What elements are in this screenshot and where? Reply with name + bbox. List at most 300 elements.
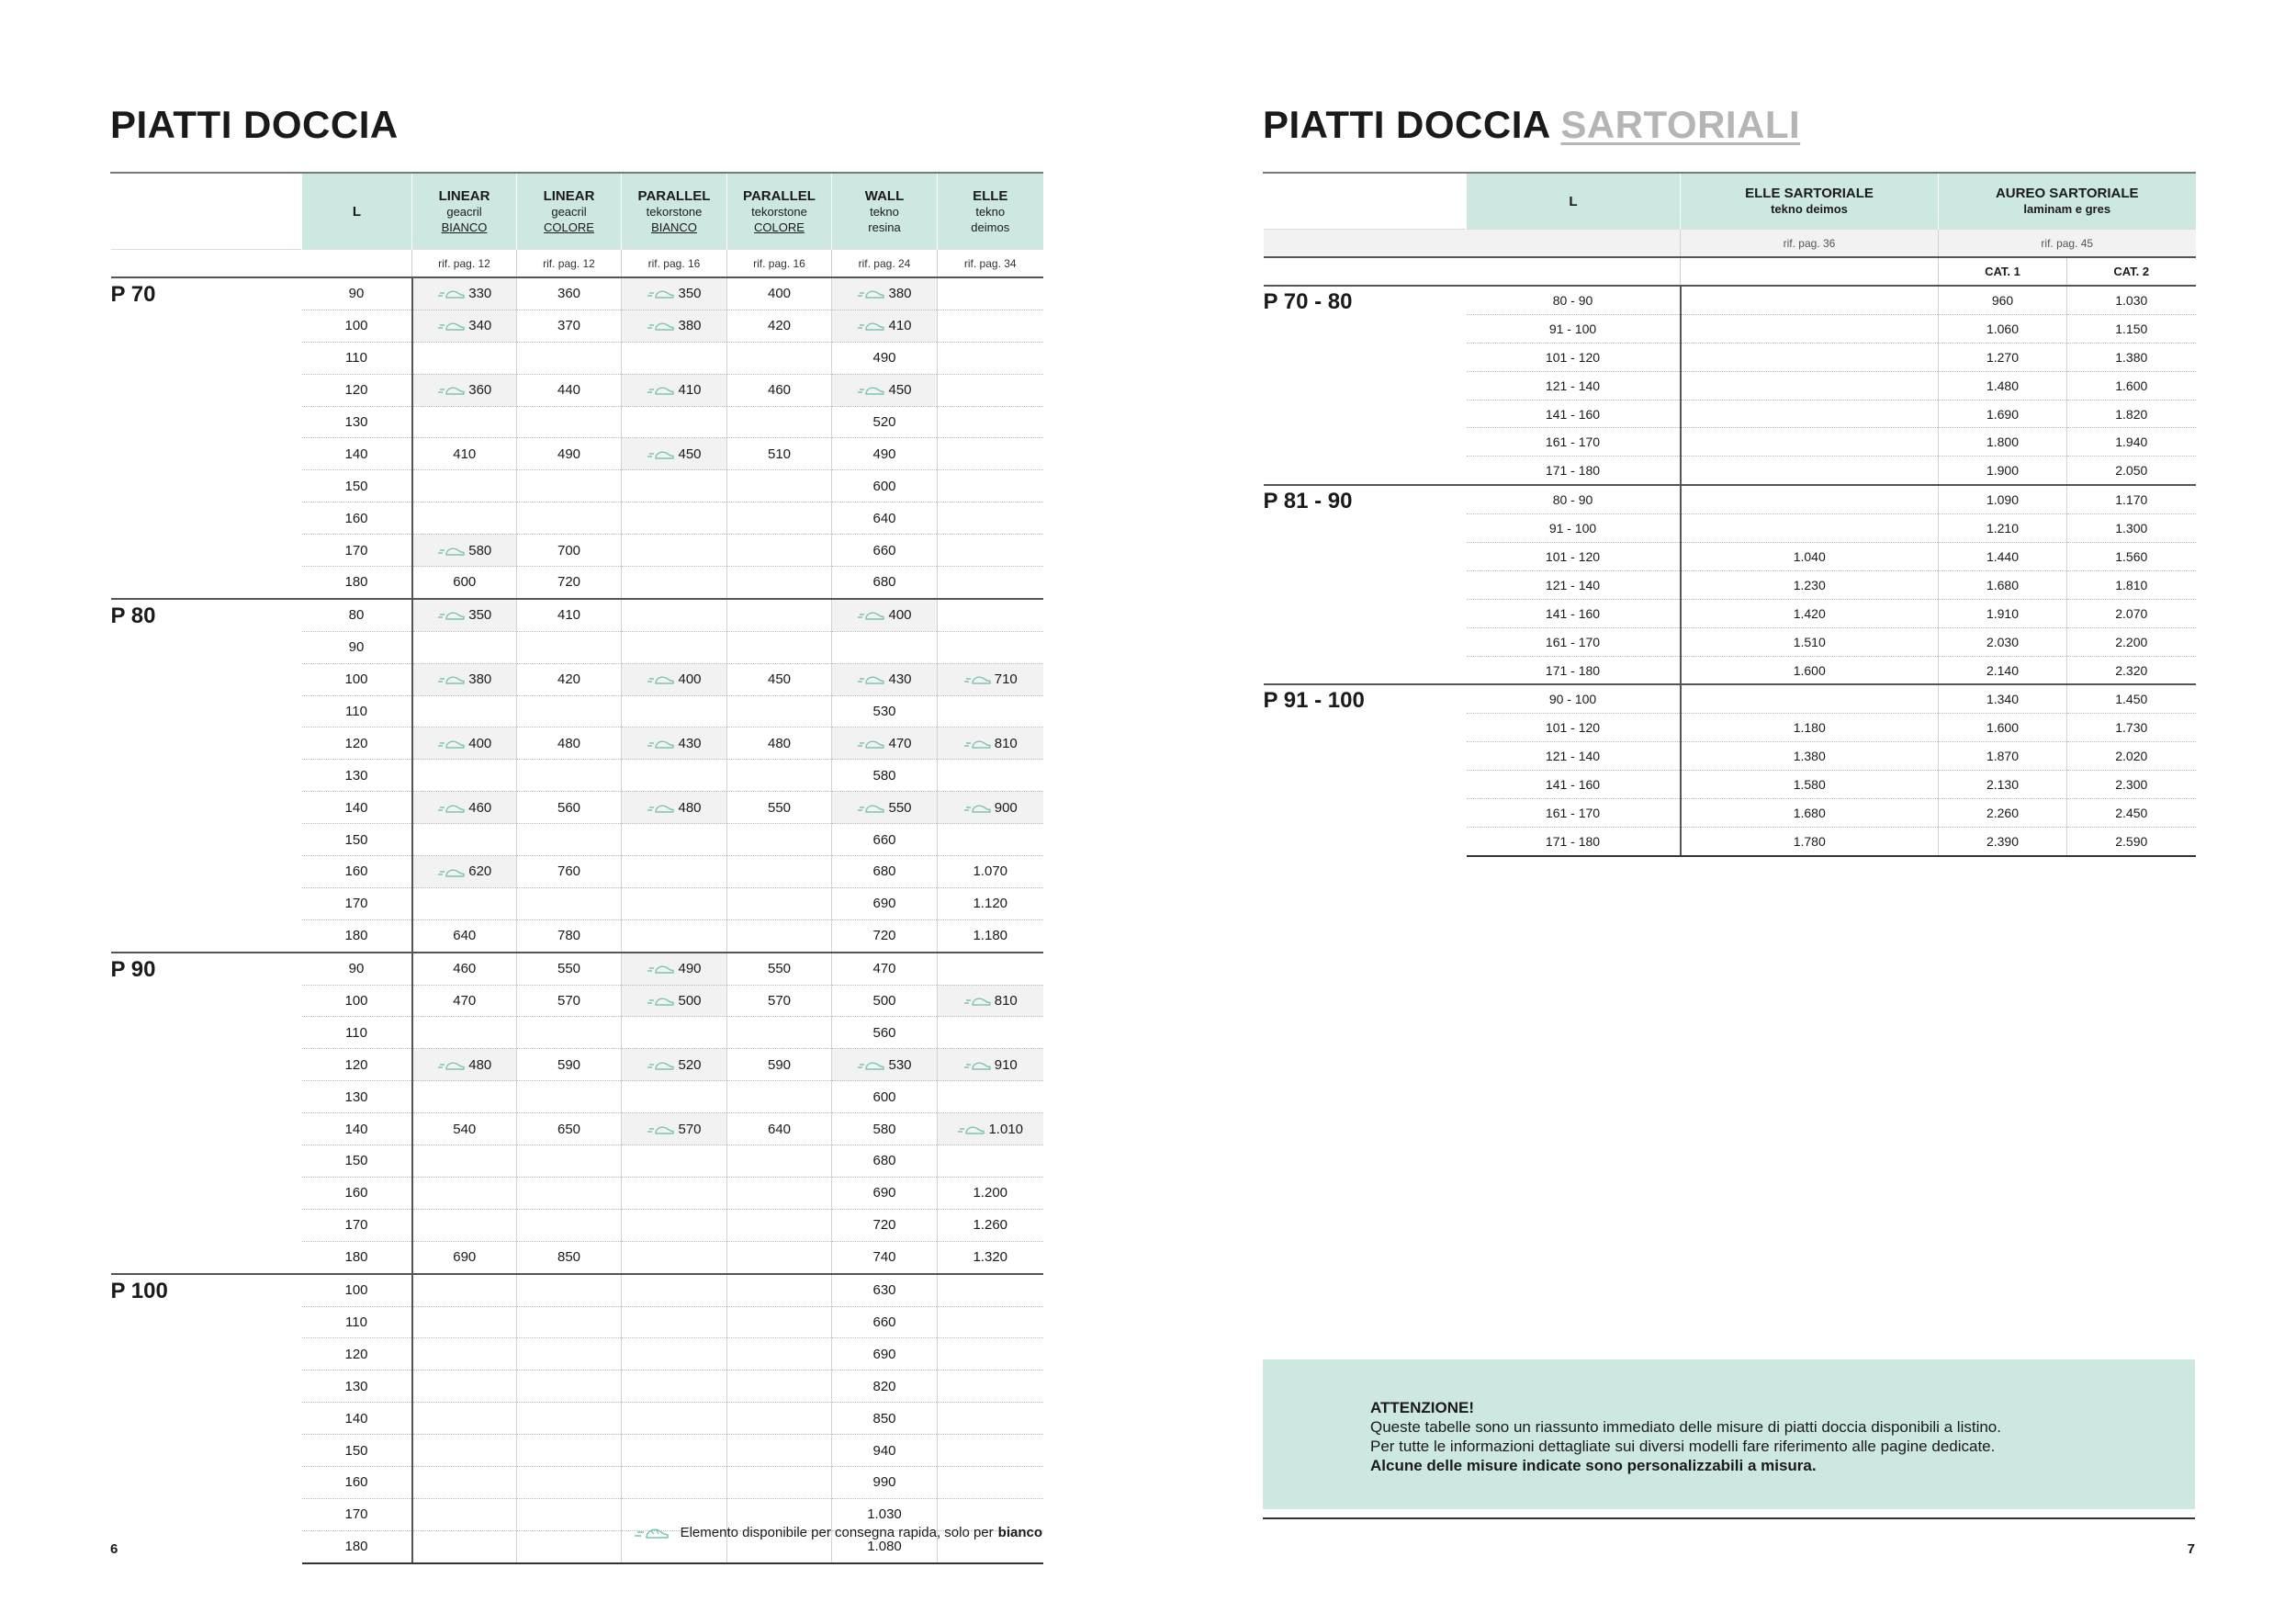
price-cell [412,887,517,919]
price-value: 690 [453,1249,477,1266]
price-cell [517,1274,622,1306]
length-range-cell: 141 - 160 [1467,771,1681,799]
price-value: 640 [872,510,896,526]
price-cell: 1.380 [2067,343,2196,371]
price-cell [412,1081,517,1113]
price-cell [832,856,938,888]
fast-delivery-icon [857,321,884,332]
column-material: geacril [551,204,587,219]
price-cell [938,535,1043,567]
price-cell [412,919,517,952]
price-cell [412,438,517,470]
price-value: 360 [557,286,581,302]
price-value: 1.080 [867,1539,902,1555]
price-cell [727,953,832,985]
price-cell [1681,485,1939,513]
price-cell [727,310,832,342]
column-variant: deimos [971,220,1010,234]
column-header-elle-sartoriale [1681,173,1939,230]
price-cell [727,1403,832,1435]
price-cell: 2.140 [1939,656,2067,684]
price-value: 470 [453,993,477,1009]
length-cell: 90 [302,631,412,663]
price-cell [832,535,938,567]
price-cell [517,1403,622,1435]
price-value: 370 [557,318,581,334]
price-cell [938,1081,1043,1113]
price-cell [517,374,622,406]
price-cell [938,727,1043,760]
price-cell [517,470,622,502]
column-material: tekorstone [751,204,807,219]
price-cell [622,502,727,535]
price-value: 570 [678,1121,702,1137]
fast-delivery-icon [437,867,465,878]
price-cell: 2.590 [2067,827,2196,855]
price-cell [832,1145,938,1178]
price-cell [727,1370,832,1403]
length-cell: 130 [302,1370,412,1403]
price-cell [727,1049,832,1081]
price-cell: 2.200 [2067,627,2196,656]
column-header-elle [938,173,1043,250]
price-cell [517,1530,622,1562]
price-cell [412,727,517,760]
price-cell: 1.600 [2067,371,2196,400]
price-cell: 1.560 [2067,543,2196,571]
price-value: 720 [557,574,581,591]
price-value: 680 [872,574,896,591]
notice-line: Queste tabelle sono un riassunto immediato delle misure di piatti doccia disponibili a listino. [1370,1418,2001,1436]
price-value: 500 [678,993,702,1009]
page-ref: rif. pag. 12 [412,250,517,278]
price-value: 350 [678,286,702,302]
length-cell: 140 [302,1113,412,1145]
price-cell [938,1435,1043,1467]
length-cell: 100 [302,663,412,695]
price-cell: 1.210 [1939,514,2067,543]
price-cell [412,470,517,502]
price-cell [622,824,727,856]
price-cell [1681,343,1939,371]
price-cell [832,824,938,856]
price-cell [727,1113,832,1145]
length-cell: 90 [302,953,412,985]
price-value: 680 [872,863,896,880]
price-value: 1.010 [988,1121,1024,1137]
price-cell [832,1435,938,1467]
price-value: 660 [872,831,896,848]
price-cell [517,1498,622,1530]
price-cell [622,1241,727,1273]
length-range-cell: 161 - 170 [1467,428,1681,457]
price-cell [832,470,938,502]
price-cell [622,1113,727,1145]
length-cell: 120 [302,374,412,406]
fast-delivery-icon [647,803,674,814]
price-value: 690 [872,1185,896,1201]
length-range-cell: 91 - 100 [1467,314,1681,343]
price-cell [727,1209,832,1241]
price-value: 720 [872,1217,896,1234]
fast-delivery-icon [857,803,884,814]
notice-text [1370,1398,2001,1475]
price-cell [727,1081,832,1113]
price-cell [832,792,938,824]
price-cell [727,342,832,374]
price-cell [517,1338,622,1370]
fast-delivery-icon [647,288,674,299]
title-main: PIATTI DOCCIA [1263,103,1550,146]
column-header-parallel-colore [727,173,832,250]
fast-delivery-icon [437,546,465,557]
price-cell [727,1274,832,1306]
price-value: 570 [767,993,792,1009]
table-row [1264,485,2196,513]
length-cell: 170 [302,535,412,567]
price-value: 910 [994,1056,1018,1073]
price-value: 780 [557,928,581,944]
price-value: 350 [468,607,492,624]
price-cell [412,760,517,792]
price-cell [832,1403,938,1435]
fast-delivery-icon [647,449,674,460]
fast-delivery-icon [437,739,465,750]
notice-line: Per tutte le informazioni dettagliate sui diversi modelli fare riferimento alle pagine dedicate. [1370,1438,1996,1455]
notice-box [1263,1359,2195,1509]
price-cell: 1.380 [1681,742,1939,771]
price-cell [727,438,832,470]
price-cell [622,695,727,727]
table-row [111,277,1043,310]
length-cell: 180 [302,567,412,599]
price-cell [832,1306,938,1338]
length-range-cell: 121 - 140 [1467,371,1681,400]
price-cell [832,1177,938,1209]
price-cell [727,985,832,1017]
price-value: 380 [678,318,702,334]
size-group-label: P 81 - 90 [1264,485,1467,684]
price-value: 530 [872,704,896,720]
price-value: 900 [994,799,1018,816]
price-cell [727,406,832,438]
price-value: 400 [767,286,792,302]
price-cell: 1.910 [1939,599,2067,627]
price-value: 630 [872,1282,896,1299]
price-value: 430 [888,671,912,688]
page-number-right: 7 [2187,1541,2195,1557]
ref-spacer [1264,230,1467,258]
price-cell [412,1145,517,1178]
fast-delivery-icon [437,803,465,814]
price-cell [517,1049,622,1081]
price-cell: 2.320 [2067,656,2196,684]
price-cell [832,727,938,760]
column-name: PARALLEL [637,187,711,204]
price-cell: 1.440 [1939,543,2067,571]
price-cell [832,953,938,985]
price-cell [727,1017,832,1049]
price-cell [938,599,1043,631]
price-value: 600 [872,1088,896,1105]
fast-delivery-icon [857,739,884,750]
fast-delivery-icon [647,964,674,975]
price-cell [517,760,622,792]
length-range-cell: 91 - 100 [1467,514,1681,543]
price-value: 940 [872,1442,896,1459]
price-cell [412,502,517,535]
length-cell: 120 [302,1338,412,1370]
price-cell [412,792,517,824]
price-cell [727,277,832,310]
price-cell: 1.900 [1939,457,2067,485]
price-value: 580 [872,1121,896,1137]
price-cell [412,535,517,567]
price-cell [412,695,517,727]
price-cell [517,438,622,470]
price-cell [622,663,727,695]
cat-spacer [1681,257,1939,286]
price-cell: 1.450 [2067,684,2196,713]
length-cell: 160 [302,1177,412,1209]
price-cell [727,567,832,599]
price-cell [517,342,622,374]
price-value: 430 [678,735,702,751]
length-cell: 130 [302,1081,412,1113]
custom-shower-trays-body [1264,286,2196,856]
price-cell [938,953,1043,985]
price-value: 360 [468,382,492,399]
price-cell [938,502,1043,535]
price-cell [727,502,832,535]
price-cell [622,277,727,310]
column-material: geacril [446,204,482,219]
price-value: 420 [767,318,792,334]
price-cell [938,277,1043,310]
header-spacer [1264,173,1467,230]
price-value: 680 [872,1153,896,1169]
price-cell [622,727,727,760]
price-cell [832,985,938,1017]
price-cell: 1.420 [1681,599,1939,627]
price-cell: 2.070 [2067,599,2196,627]
price-cell [622,406,727,438]
price-value: 420 [557,671,581,688]
price-value: 490 [557,445,581,462]
price-cell [938,824,1043,856]
length-range-cell: 171 - 180 [1467,656,1681,684]
price-cell: 1.230 [1681,570,1939,599]
length-cell: 170 [302,887,412,919]
price-cell [517,502,622,535]
price-cell [517,887,622,919]
price-value: 690 [872,1346,896,1362]
price-cell [622,1209,727,1241]
price-cell [938,695,1043,727]
price-cell [938,985,1043,1017]
price-cell [622,631,727,663]
price-value: 490 [678,961,702,977]
price-value: 410 [888,318,912,334]
length-range-cell: 101 - 120 [1467,543,1681,571]
price-cell [832,695,938,727]
price-cell [517,631,622,663]
price-cell [622,374,727,406]
price-value: 460 [767,382,792,399]
table-row [111,599,1043,631]
price-cell [622,792,727,824]
column-header-aureo-sartoriale [1939,173,2196,230]
price-value: 1.200 [973,1185,1008,1201]
length-cell: 120 [302,1049,412,1081]
price-cell: 1.680 [1939,570,2067,599]
length-range-cell: 161 - 170 [1467,627,1681,656]
price-cell [832,599,938,631]
page-ref: rif. pag. 45 [1939,230,2196,258]
price-cell [727,856,832,888]
price-cell [412,1435,517,1467]
price-value: 520 [678,1056,702,1073]
fast-delivery-icon [857,385,884,396]
price-cell [517,567,622,599]
price-cell [622,1081,727,1113]
price-value: 550 [557,961,581,977]
price-cell [832,502,938,535]
price-cell [517,663,622,695]
price-cell [412,374,517,406]
price-cell: 1.480 [1939,371,2067,400]
price-cell: 2.030 [1939,627,2067,656]
price-cell [517,856,622,888]
price-cell [727,1338,832,1370]
price-value: 440 [557,382,581,399]
page-title-left: PIATTI DOCCIA [110,103,399,146]
page-ref: rif. pag. 24 [832,250,938,278]
price-cell [622,535,727,567]
price-value: 820 [872,1378,896,1394]
price-value: 1.120 [973,896,1008,912]
column-material: tekno [870,204,899,219]
price-cell [938,760,1043,792]
price-cell [622,1145,727,1178]
price-cell [1681,286,1939,314]
fast-delivery-icon [647,1124,674,1135]
price-cell [1681,371,1939,400]
price-cell [1681,400,1939,428]
price-cell [832,1049,938,1081]
price-cell [622,1274,727,1306]
size-group-label: P 100 [111,1274,302,1563]
price-cell [727,1306,832,1338]
price-cell [622,1370,727,1403]
price-value: 480 [767,735,792,751]
column-name: AUREO SARTORIALE [1995,186,2139,201]
price-cell [727,599,832,631]
price-cell [412,1017,517,1049]
price-value: 380 [888,286,912,302]
price-cell [1681,428,1939,457]
header-spacer [111,173,302,250]
fast-delivery-icon [647,674,674,685]
price-cell: 1.870 [1939,742,2067,771]
page-ref: rif. pag. 12 [517,250,622,278]
price-cell [832,1338,938,1370]
price-cell [938,1403,1043,1435]
price-cell: 2.020 [2067,742,2196,771]
length-cell: 160 [302,1466,412,1498]
size-group-label: P 70 - 80 [1263,289,1353,314]
fast-delivery-icon [437,321,465,332]
length-range-cell: 121 - 140 [1467,742,1681,771]
price-cell [412,1177,517,1209]
table-row [1264,684,2196,713]
price-cell: 1.600 [1939,714,2067,742]
price-cell [938,887,1043,919]
price-cell [938,1145,1043,1178]
price-cell [832,1081,938,1113]
price-cell: 2.450 [2067,799,2196,828]
fast-delivery-icon [633,1526,670,1540]
price-cell: 1.510 [1681,627,1939,656]
price-cell [517,1435,622,1467]
price-cell: 1.820 [2067,400,2196,428]
price-cell [938,1209,1043,1241]
page-ref: rif. pag. 36 [1681,230,1939,258]
price-cell [412,1403,517,1435]
price-value: 640 [453,928,477,944]
price-cell: 1.040 [1681,543,1939,571]
price-cell [832,1209,938,1241]
price-cell [727,1177,832,1209]
price-cell [517,1081,622,1113]
price-cell: 1.180 [1681,714,1939,742]
length-range-cell: 90 - 100 [1467,684,1681,713]
price-cell [622,1403,727,1435]
price-cell [622,567,727,599]
price-value: 530 [888,1056,912,1073]
divider [1263,1517,2195,1519]
price-cell [938,374,1043,406]
price-cell [938,1177,1043,1209]
price-value: 590 [767,1056,792,1073]
price-cell [412,599,517,631]
price-value: 490 [872,445,896,462]
length-cell: 150 [302,470,412,502]
price-cell: 1.800 [1939,428,2067,457]
price-cell: 960 [1939,286,2067,314]
price-cell [938,919,1043,952]
price-cell [622,919,727,952]
price-cell [517,985,622,1017]
length-cell: 180 [302,1241,412,1273]
length-cell: 90 [302,277,412,310]
custom-shower-trays-table [1263,172,2196,857]
fast-delivery-icon [647,321,674,332]
price-value: 850 [872,1410,896,1427]
length-range-cell: 171 - 180 [1467,457,1681,485]
price-cell: 2.300 [2067,771,2196,799]
length-cell: 110 [302,1017,412,1049]
price-cell [412,1306,517,1338]
price-value: 810 [994,735,1018,751]
price-value: 340 [468,318,492,334]
price-cell [727,374,832,406]
price-value: 700 [557,542,581,558]
price-value: 740 [872,1249,896,1266]
price-cell [517,277,622,310]
price-value: 810 [994,993,1018,1009]
fast-delivery-icon [437,1060,465,1071]
